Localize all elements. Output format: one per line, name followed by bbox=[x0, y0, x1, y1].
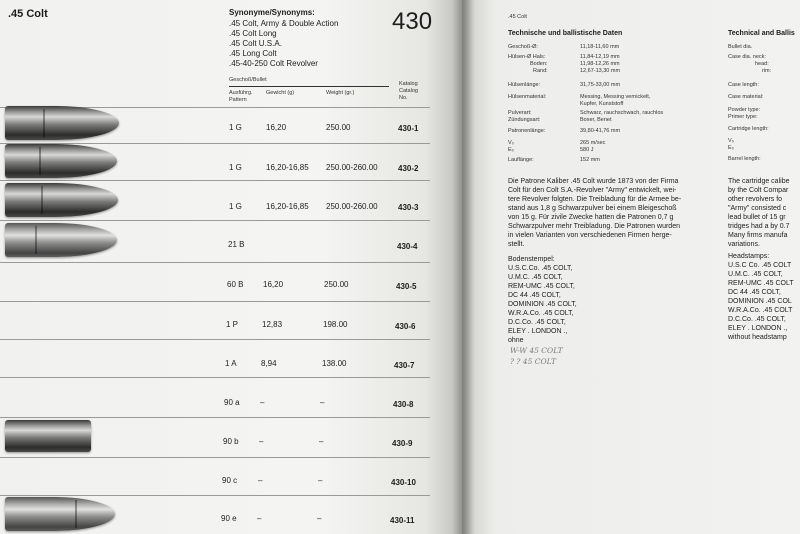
spec-label: Hülsenlänge: bbox=[508, 82, 541, 88]
row-divider bbox=[0, 457, 430, 458]
row-8-catalog: 430-8 bbox=[393, 400, 414, 409]
row-6-weight-g: 12,83 bbox=[262, 320, 283, 329]
row-8-weight-gr: – bbox=[320, 398, 325, 407]
spec-label: Boden: bbox=[530, 61, 548, 67]
row-2-weight-gr: 250.00-260.00 bbox=[326, 163, 378, 172]
description-en: The cartridge calibe by the Colt Compar other revolvers fo "Army" consisted c lead bullet of 15 gr tridges had a by 0.7 Many firms manufa variations. bbox=[728, 178, 790, 248]
spec-value: 39,80-41,76 mm bbox=[580, 128, 621, 134]
spec-value: 152 mm bbox=[580, 157, 600, 163]
book-gutter bbox=[452, 0, 474, 534]
row-divider bbox=[0, 180, 430, 181]
row-5-weight-g: 16,20 bbox=[263, 280, 284, 289]
row-4-catalog: 430-4 bbox=[397, 242, 418, 251]
spec-label: Geschoß-Ø: bbox=[508, 44, 538, 50]
row-2-catalog: 430-2 bbox=[398, 164, 419, 173]
row-2-pattern: 1 G bbox=[229, 163, 242, 172]
catalog-header: Katalog Catalog No. bbox=[399, 81, 418, 101]
row-9-pattern: 90 b bbox=[223, 437, 239, 446]
row-10-pattern: 90 c bbox=[222, 476, 238, 485]
catalog-number: 430 bbox=[392, 8, 433, 35]
row-divider bbox=[0, 339, 430, 340]
handwritten-note: ? ? 45 COLT bbox=[510, 357, 556, 366]
spec-label-en: Primer type: bbox=[728, 114, 758, 120]
row-1-catalog: 430-1 bbox=[398, 124, 419, 133]
spec-label: Zündungsart: bbox=[508, 117, 541, 123]
spec-value: 12,67-13,30 mm bbox=[580, 68, 621, 74]
spec-label: E₀ bbox=[508, 147, 514, 153]
handwritten-note: W-W 45 COLT bbox=[510, 346, 563, 355]
row-6-pattern: 1 P bbox=[226, 320, 239, 329]
row-4-pattern: 21 B bbox=[228, 240, 245, 249]
row-5-catalog: 430-5 bbox=[396, 282, 417, 291]
spec-label-en: Barrel length: bbox=[728, 156, 761, 162]
spec-label: Hülsenmaterial: bbox=[508, 94, 547, 100]
cartridge-photo-1 bbox=[5, 106, 119, 140]
spec-label: Rand: bbox=[533, 68, 548, 74]
row-5-weight-gr: 250.00 bbox=[324, 280, 349, 289]
page-title: .45 Colt bbox=[8, 8, 48, 20]
row-11-catalog: 430-11 bbox=[390, 516, 415, 525]
spec-label-en: Powder type: bbox=[728, 107, 761, 113]
row-divider bbox=[0, 220, 430, 221]
row-6-catalog: 430-6 bbox=[395, 322, 416, 331]
synonym-item: .45-40-250 Colt Revolver bbox=[229, 59, 318, 68]
spec-label-en: Case length: bbox=[728, 82, 759, 88]
spec-label: Patronenlänge: bbox=[508, 128, 546, 134]
spec-value: 265 m/sec bbox=[580, 140, 606, 146]
synonym-item: .45 Long Colt bbox=[229, 49, 277, 58]
row-9-catalog: 430-9 bbox=[392, 439, 413, 448]
spec-label-en: E₀ bbox=[728, 145, 734, 151]
spec-label-en: V₀ bbox=[728, 138, 734, 144]
row-10-weight-g: – bbox=[258, 476, 263, 485]
row-2-weight-g: 16,20-16,85 bbox=[266, 163, 309, 172]
spec-label: Pulverart: bbox=[508, 110, 532, 116]
synonyms-list bbox=[229, 19, 338, 69]
row-1-pattern: 1 G bbox=[229, 123, 242, 132]
spec-value: 11,18-11,60 mm bbox=[580, 44, 620, 50]
row-7-catalog: 430-7 bbox=[394, 361, 415, 370]
spec-value: Kupfer, Kunststoff bbox=[580, 101, 624, 107]
headstamps-heading-en: Headstamps: bbox=[728, 253, 770, 260]
row-3-catalog: 430-3 bbox=[398, 203, 419, 212]
spec-label-en: Bullet dia. bbox=[728, 44, 753, 50]
headstamps-heading: Bodenstempel: bbox=[508, 256, 555, 263]
row-8-weight-g: – bbox=[260, 398, 265, 407]
synonym-item: .45 Colt, Army & Double Action bbox=[229, 19, 339, 28]
spec-value: 31,75-33,00 mm bbox=[580, 82, 621, 88]
spec-value: Schwarz, rauchschwach, rauchlos bbox=[580, 110, 664, 116]
synonym-item: .45 Colt U.S.A. bbox=[229, 39, 282, 48]
spec-label-en: rim: bbox=[762, 68, 772, 74]
row-11-weight-g: – bbox=[257, 514, 262, 523]
row-1-weight-g: 16,20 bbox=[266, 123, 287, 132]
row-divider bbox=[0, 262, 430, 263]
row-10-catalog: 430-10 bbox=[391, 478, 416, 487]
spec-value: Boxer, Benet bbox=[580, 117, 612, 123]
spec-label: V₀ bbox=[508, 140, 514, 146]
spec-label-en: Cartridge length: bbox=[728, 126, 769, 132]
technical-data-heading-de: Technische und ballistische Daten bbox=[508, 30, 623, 37]
row-7-weight-g: 8,94 bbox=[261, 359, 277, 368]
cartridge-photo-11 bbox=[5, 497, 115, 531]
headstamps-de: Bodenstempel: U.S.C.Co. .45 COLT, U.M.C. .45 COLT, REM-UMC .45 COLT, DC 44 .45 COLT, DOMINION .45 COLT, W.R.A.Co. .45 COLT, D.C.Co. .45 COLT, ELEY . LONDON ., ohne bbox=[508, 256, 577, 344]
row-6-weight-gr: 198.00 bbox=[323, 320, 348, 329]
bullet-group-heading: Geschoß/Bullet bbox=[229, 77, 267, 83]
header-rule bbox=[229, 86, 389, 87]
row-11-weight-gr: – bbox=[317, 514, 322, 523]
synonym-item: .45 Colt Long bbox=[229, 29, 277, 38]
synonyms-heading: Synonyme/Synonyms: bbox=[229, 8, 315, 17]
row-divider bbox=[0, 301, 430, 302]
right-page bbox=[462, 0, 800, 534]
row-3-weight-g: 16,20-16,85 bbox=[266, 202, 309, 211]
row-divider bbox=[0, 495, 430, 496]
row-9-weight-gr: – bbox=[319, 437, 324, 446]
row-7-pattern: 1 A bbox=[225, 359, 237, 368]
spec-label: Hülsen-Ø Hals: bbox=[508, 54, 546, 60]
weight-g-header: Gewicht (g) bbox=[266, 90, 295, 96]
spec-value: 580 J bbox=[580, 147, 594, 153]
technical-data-heading-en: Technical and Ballis bbox=[728, 30, 795, 37]
spec-label-en: Case dia. neck: bbox=[728, 54, 766, 60]
row-divider bbox=[0, 417, 430, 418]
spec-value: 11,84-12,19 mm bbox=[580, 54, 620, 60]
spec-label-en: Case material: bbox=[728, 94, 764, 100]
row-10-weight-gr: – bbox=[318, 476, 323, 485]
cartridge-photo-9 bbox=[5, 420, 91, 452]
row-5-pattern: 60 B bbox=[227, 280, 244, 289]
headstamps-en: Headstamps: U.S.C Co. .45 COLT U.M.C. .45 COLT, REM-UMC .45 COLT DC 44 .45 COLT, DOMINION .45 COL W.R.A.Co. .45 COLT D.C.Co. .45 COLT, ELEY . LONDON ., without headstamp bbox=[728, 253, 794, 341]
spec-value: Messing, Messing vernickelt, bbox=[580, 94, 651, 100]
weight-gr-header: Weight (gr.) bbox=[326, 90, 355, 96]
pattern-header: Ausführg. Pattern bbox=[229, 90, 253, 103]
running-head: .45 Colt bbox=[508, 14, 527, 20]
cartridge-photo-4 bbox=[5, 223, 117, 257]
row-11-pattern: 90 e bbox=[221, 514, 237, 523]
cartridge-photo-3 bbox=[5, 183, 118, 217]
description-de: Die Patrone Kaliber .45 Colt wurde 1873 von der Firma Colt für den Colt S.A.-Revolver "Army" entwickelt, wei- tere Revolver folgten. Die Treibladung für die Armee be- stand aus 1,8 g Schwarzpulver bei einem Bleigeschoß von 15 g. Für zivile Zwecke hatten die Patronen 0,7 g Schwarzpulver mehr Treibladung. Die Patronen wurden in vielen Varianten von verschiedenen Firmen herge- stellt. bbox=[508, 178, 682, 248]
row-1-weight-gr: 250.00 bbox=[326, 123, 351, 132]
row-7-weight-gr: 138.00 bbox=[322, 359, 347, 368]
row-8-pattern: 90 a bbox=[224, 398, 240, 407]
spec-value: 11,98-12,26 mm bbox=[580, 61, 620, 67]
row-3-pattern: 1 G bbox=[229, 202, 242, 211]
row-9-weight-g: – bbox=[259, 437, 264, 446]
spec-label-en: head: bbox=[755, 61, 769, 67]
row-3-weight-gr: 250.00-260.00 bbox=[326, 202, 378, 211]
spec-label: Lauflänge: bbox=[508, 157, 534, 163]
cartridge-photo-2 bbox=[5, 144, 117, 178]
row-divider bbox=[0, 377, 430, 378]
